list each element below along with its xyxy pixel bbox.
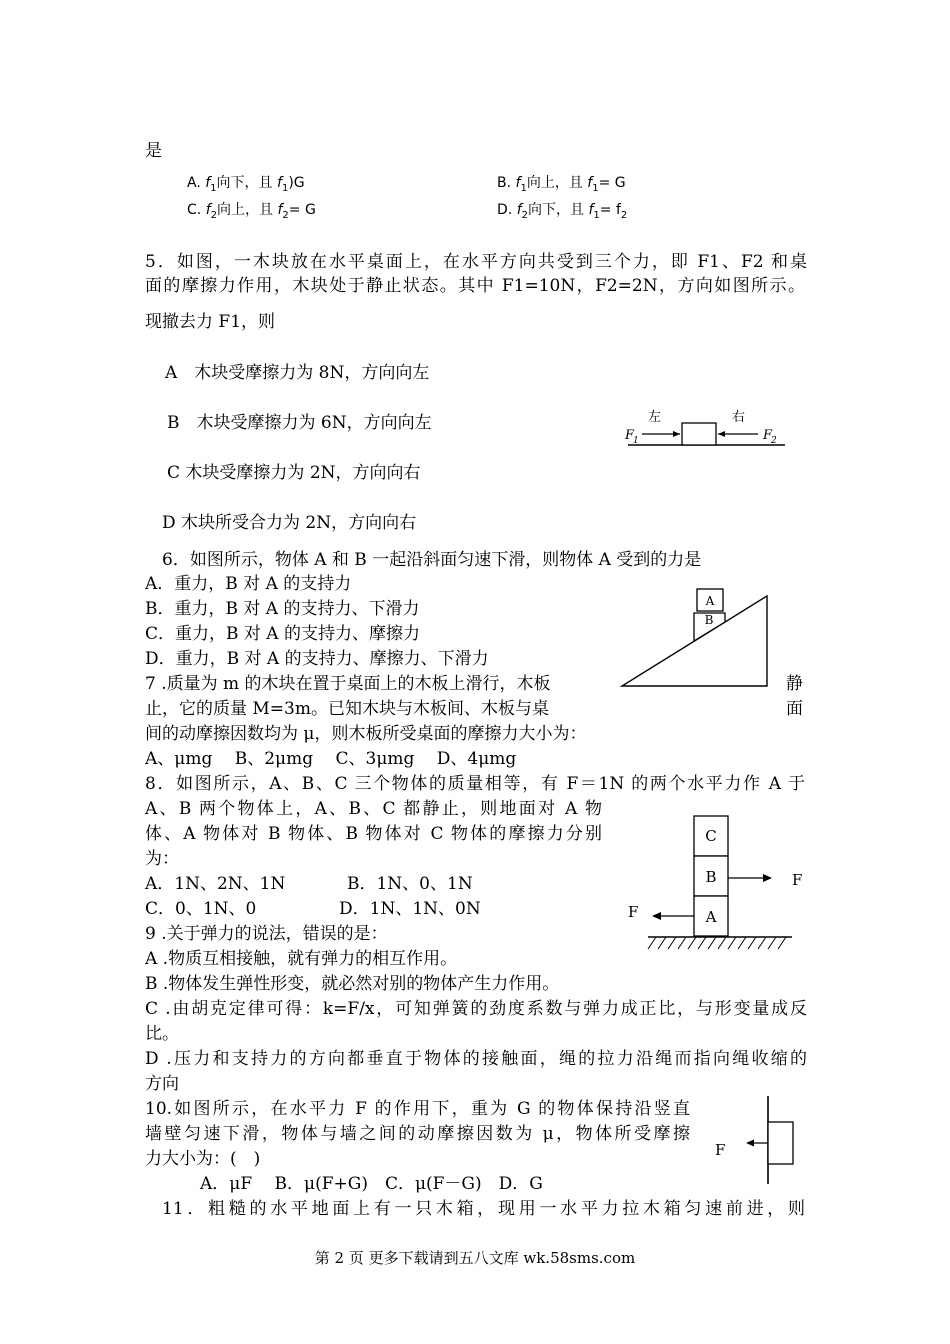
ground-hatching (648, 937, 786, 949)
q6-stem: 6．如图所示，物体 A 和 B 一起沿斜面匀速下滑，则物体 A 受到的力是 (162, 550, 702, 570)
label-f: F (715, 1141, 726, 1159)
label-right: 右 (732, 410, 746, 425)
q7-line2-tail: 面 (786, 699, 803, 719)
label-a: A (705, 594, 715, 608)
label-b: B (704, 613, 714, 627)
q10-line2: 墙壁匀速下滑，物体与墙之间的动摩擦因数为 μ，物体所受摩擦 (145, 1124, 690, 1144)
q7-line2: 止，它的质量 M=3m。已知木块与木板间、木板与桌 (145, 699, 549, 719)
page-footer: 第 2 页 更多下载请到五八文库 wk.58sms.com (314, 1249, 636, 1267)
label-left: 左 (648, 410, 662, 425)
q5-option-d: D 木块所受合力为 2N，方向向右 (162, 513, 417, 533)
q4-option-b: B. $f_1$向上，且 $f_1= G$ (497, 175, 626, 194)
label-c: C (705, 827, 717, 845)
q8-option-d: D．1N、1N、0N (339, 899, 481, 919)
f2-arrow-head (718, 431, 725, 437)
wood-block (682, 423, 716, 445)
q10-line1: 10.如图所示，在水平力 F 的作用下，重为 G 的物体保持沿竖直 (145, 1099, 690, 1119)
q9-option-c-line2: 比。 (145, 1024, 179, 1044)
q6-option-b: B．重力，B 对 A 的支持力、下滑力 (145, 599, 420, 619)
q8-line4: 为： (145, 849, 179, 869)
q8-line3: 体、A 物体对 B 物体、B 物体对 C 物体的摩擦力分别 (145, 824, 602, 844)
label-f-right: F (792, 871, 803, 889)
q11-line1: 11．粗糙的水平地面上有一只木箱，现用一水平力拉木箱匀速前进，则 (162, 1199, 805, 1219)
q5-option-c: C 木块受摩擦力为 2N，方向向右 (167, 463, 421, 483)
q8-option-a: A．1N、2N、1N (145, 874, 286, 894)
q6-option-a: A．重力，B 对 A 的支持力 (145, 574, 352, 594)
fragment-text: 是 (145, 141, 162, 161)
q4-option-a: A. $f_1$向下，且 $f_1)G$ (187, 175, 305, 194)
f-arrow-head (746, 1140, 754, 1147)
q6-option-d: D．重力，B 对 A 的支持力、摩擦力、下滑力 (145, 649, 489, 669)
label-f1: F (625, 428, 635, 443)
q10-wall-figure (710, 1092, 800, 1188)
q9-stem: 9 .关于弹力的说法，错误的是： (145, 924, 388, 944)
q5-option-b: B 木块受摩擦力为 6N，方向向左 (167, 413, 432, 433)
q9-option-a: A .物质互相接触，就有弹力的相互作用。 (145, 949, 458, 969)
q5-stem-line3: 现撤去力 F1，则 (145, 312, 276, 332)
f-left-arrow-head (652, 912, 661, 920)
label-f-left: F (628, 903, 639, 921)
q6-incline-figure (618, 584, 770, 690)
q7-line3: 间的动摩擦因数均为 μ，则木板所受桌面的摩擦力大小为： (145, 724, 587, 744)
q5-stem-line2: 面的摩擦力作用，木块处于静止状态。其中 F1=10N，F2=2N，方向如图所示。 (145, 276, 805, 296)
q5-option-a: A 木块受摩擦力为 8N，方向向左 (165, 363, 430, 383)
label-f2-sub: 2 (771, 436, 777, 446)
q10-options: A．μF B．μ(F+G) C．μ(F－G) D．G (200, 1174, 543, 1194)
q4-option-d: D. $f_2$向下，且 $f_1= f_2$ (497, 202, 628, 221)
label-f1-sub: 1 (633, 436, 639, 446)
q8-option-c: C．0、1N、0 (145, 899, 257, 919)
q10-line3: 力大小为：( ) (145, 1149, 261, 1169)
q9-option-d-line1: D .压力和支持力的方向都垂直于物体的接触面，绳的拉力沿绳而指向绳收缩的 (145, 1049, 807, 1069)
q9-option-d-line2: 方向 (145, 1074, 179, 1094)
q7-options: A、μmg B、2μmg C、3μmg D、4μmg (145, 749, 517, 769)
q6-option-c: C．重力，B 对 A 的支持力、摩擦力 (145, 624, 420, 644)
f-right-arrow-head (763, 874, 772, 882)
block (768, 1122, 793, 1164)
label-f2: F (763, 428, 773, 443)
q7-line1: 7 .质量为 m 的木块在置于桌面上的木板上滑行，木板 (145, 674, 551, 694)
q9-option-b: B .物体发生弹性形变，就必然对别的物体产生力作用。 (145, 974, 560, 994)
f1-arrow-head (673, 431, 680, 437)
q5-block-figure (620, 408, 790, 456)
label-b: B (705, 868, 717, 886)
q9-option-c-line1: C .由胡克定律可得：k=F/x，可知弹簧的劲度系数与弹力成正比，与形变量成反 (145, 999, 807, 1019)
q8-stack-figure (620, 810, 810, 956)
label-a: A (705, 908, 717, 926)
q7-line1-tail: 静 (786, 674, 803, 694)
q8-option-b: B．1N、0、1N (347, 874, 473, 894)
q8-line2: A、B 两个物体上，A、B、C 都静止，则地面对 A 物 (145, 799, 602, 819)
q5-stem-line1: 5．如图，一木块放在水平桌面上，在水平方向共受到三个力，即 F1、F2 和桌 (145, 252, 807, 272)
q4-option-c: C. $f_2$向上，且 $f_2= G$ (187, 202, 316, 221)
q8-line1: 8．如图所示，A、B、C 三个物体的质量相等，有 F＝1N 的两个水平力作 A 于 (145, 774, 805, 794)
